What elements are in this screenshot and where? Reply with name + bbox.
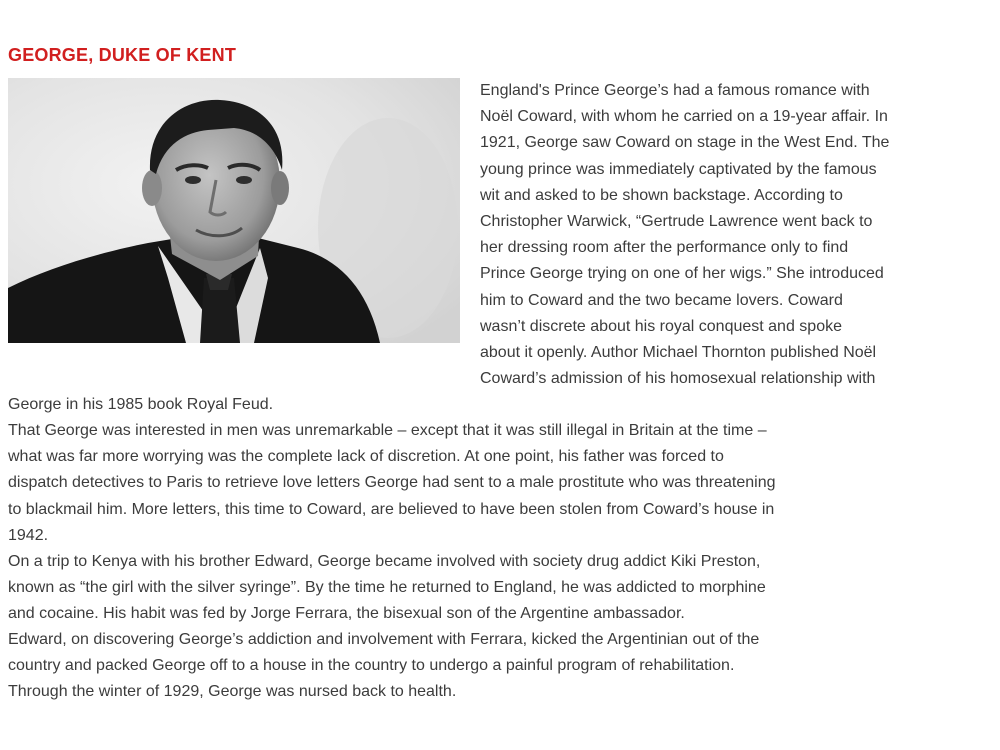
paragraph-kenya: [8, 549, 990, 628]
text-line: to blackmail him. More letters, this time to Coward, are believed to have been stolen from Coward’s house in: [8, 500, 775, 518]
text-line: known as “the girl with the silver syringe”. By the time he returned to England, he was addicted to morphine: [8, 579, 766, 597]
text-line: about it openly. Author Michael Thornton published Noël: [480, 344, 877, 362]
text-line: her dressing room after the performance only to find: [480, 239, 849, 257]
text-line: Christopher Warwick, “Gertrude Lawrence went back to: [480, 213, 873, 231]
text-line: and cocaine. His habit was fed by Jorge Ferrara, the bisexual son of the Argentine ambassador.: [8, 605, 685, 623]
text-line: Noël Coward, with whom he carried on a 19-year affair. In: [480, 108, 888, 126]
text-line: country and packed George off to a house in the country to undergo a painful program of rehabilitation.: [8, 657, 735, 675]
text-line: 1921, George saw Coward on stage in the West End. The: [480, 134, 890, 152]
article: [8, 0, 994, 750]
portrait-photo: [8, 78, 460, 343]
text-line: what was far more worrying was the complete lack of discretion. At one point, his father was forced to: [8, 448, 724, 466]
text-line: Prince George trying on one of her wigs.” She introduced: [480, 265, 884, 283]
paragraph-discretion: [8, 418, 990, 549]
text-line: dispatch detectives to Paris to retrieve love letters George had sent to a male prostitute who was threatening: [8, 474, 776, 492]
text-line: On a trip to Kenya with his brother Edward, George became involved with society drug addict Kiki Preston,: [8, 553, 761, 570]
paragraph-rehabilitation: [8, 627, 990, 706]
text-line: Through the winter of 1929, George was nursed back to health.: [8, 683, 457, 701]
text-line: wasn’t discrete about his royal conquest and spoke: [480, 317, 842, 335]
text-line: Coward’s admission of his homosexual relationship with: [480, 370, 876, 388]
text-line: Edward, on discovering George’s addiction and involvement with Ferrara, kicked the Argentinian out of the: [8, 631, 760, 648]
text-line: him to Coward and the two became lovers. Coward: [480, 291, 843, 309]
text-line: 1942.: [8, 526, 49, 544]
intro-paragraph: [480, 78, 994, 392]
text-line: That George was interested in men was unremarkable – except that it was still illegal in Britain at the time –: [8, 422, 767, 439]
text-line: George in his 1985 book Royal Feud.: [8, 396, 274, 413]
text-line: England's Prince George’s had a famous romance with: [480, 82, 870, 99]
article-title: GEORGE, DUKE OF KENT: [8, 45, 237, 65]
cut-off-red-heading: [8, 704, 168, 708]
text-line: wit and asked to be shown backstage. According to: [480, 186, 843, 204]
text-line: young prince was immediately captivated by the famous: [480, 160, 877, 178]
intro-tail: [8, 392, 990, 418]
